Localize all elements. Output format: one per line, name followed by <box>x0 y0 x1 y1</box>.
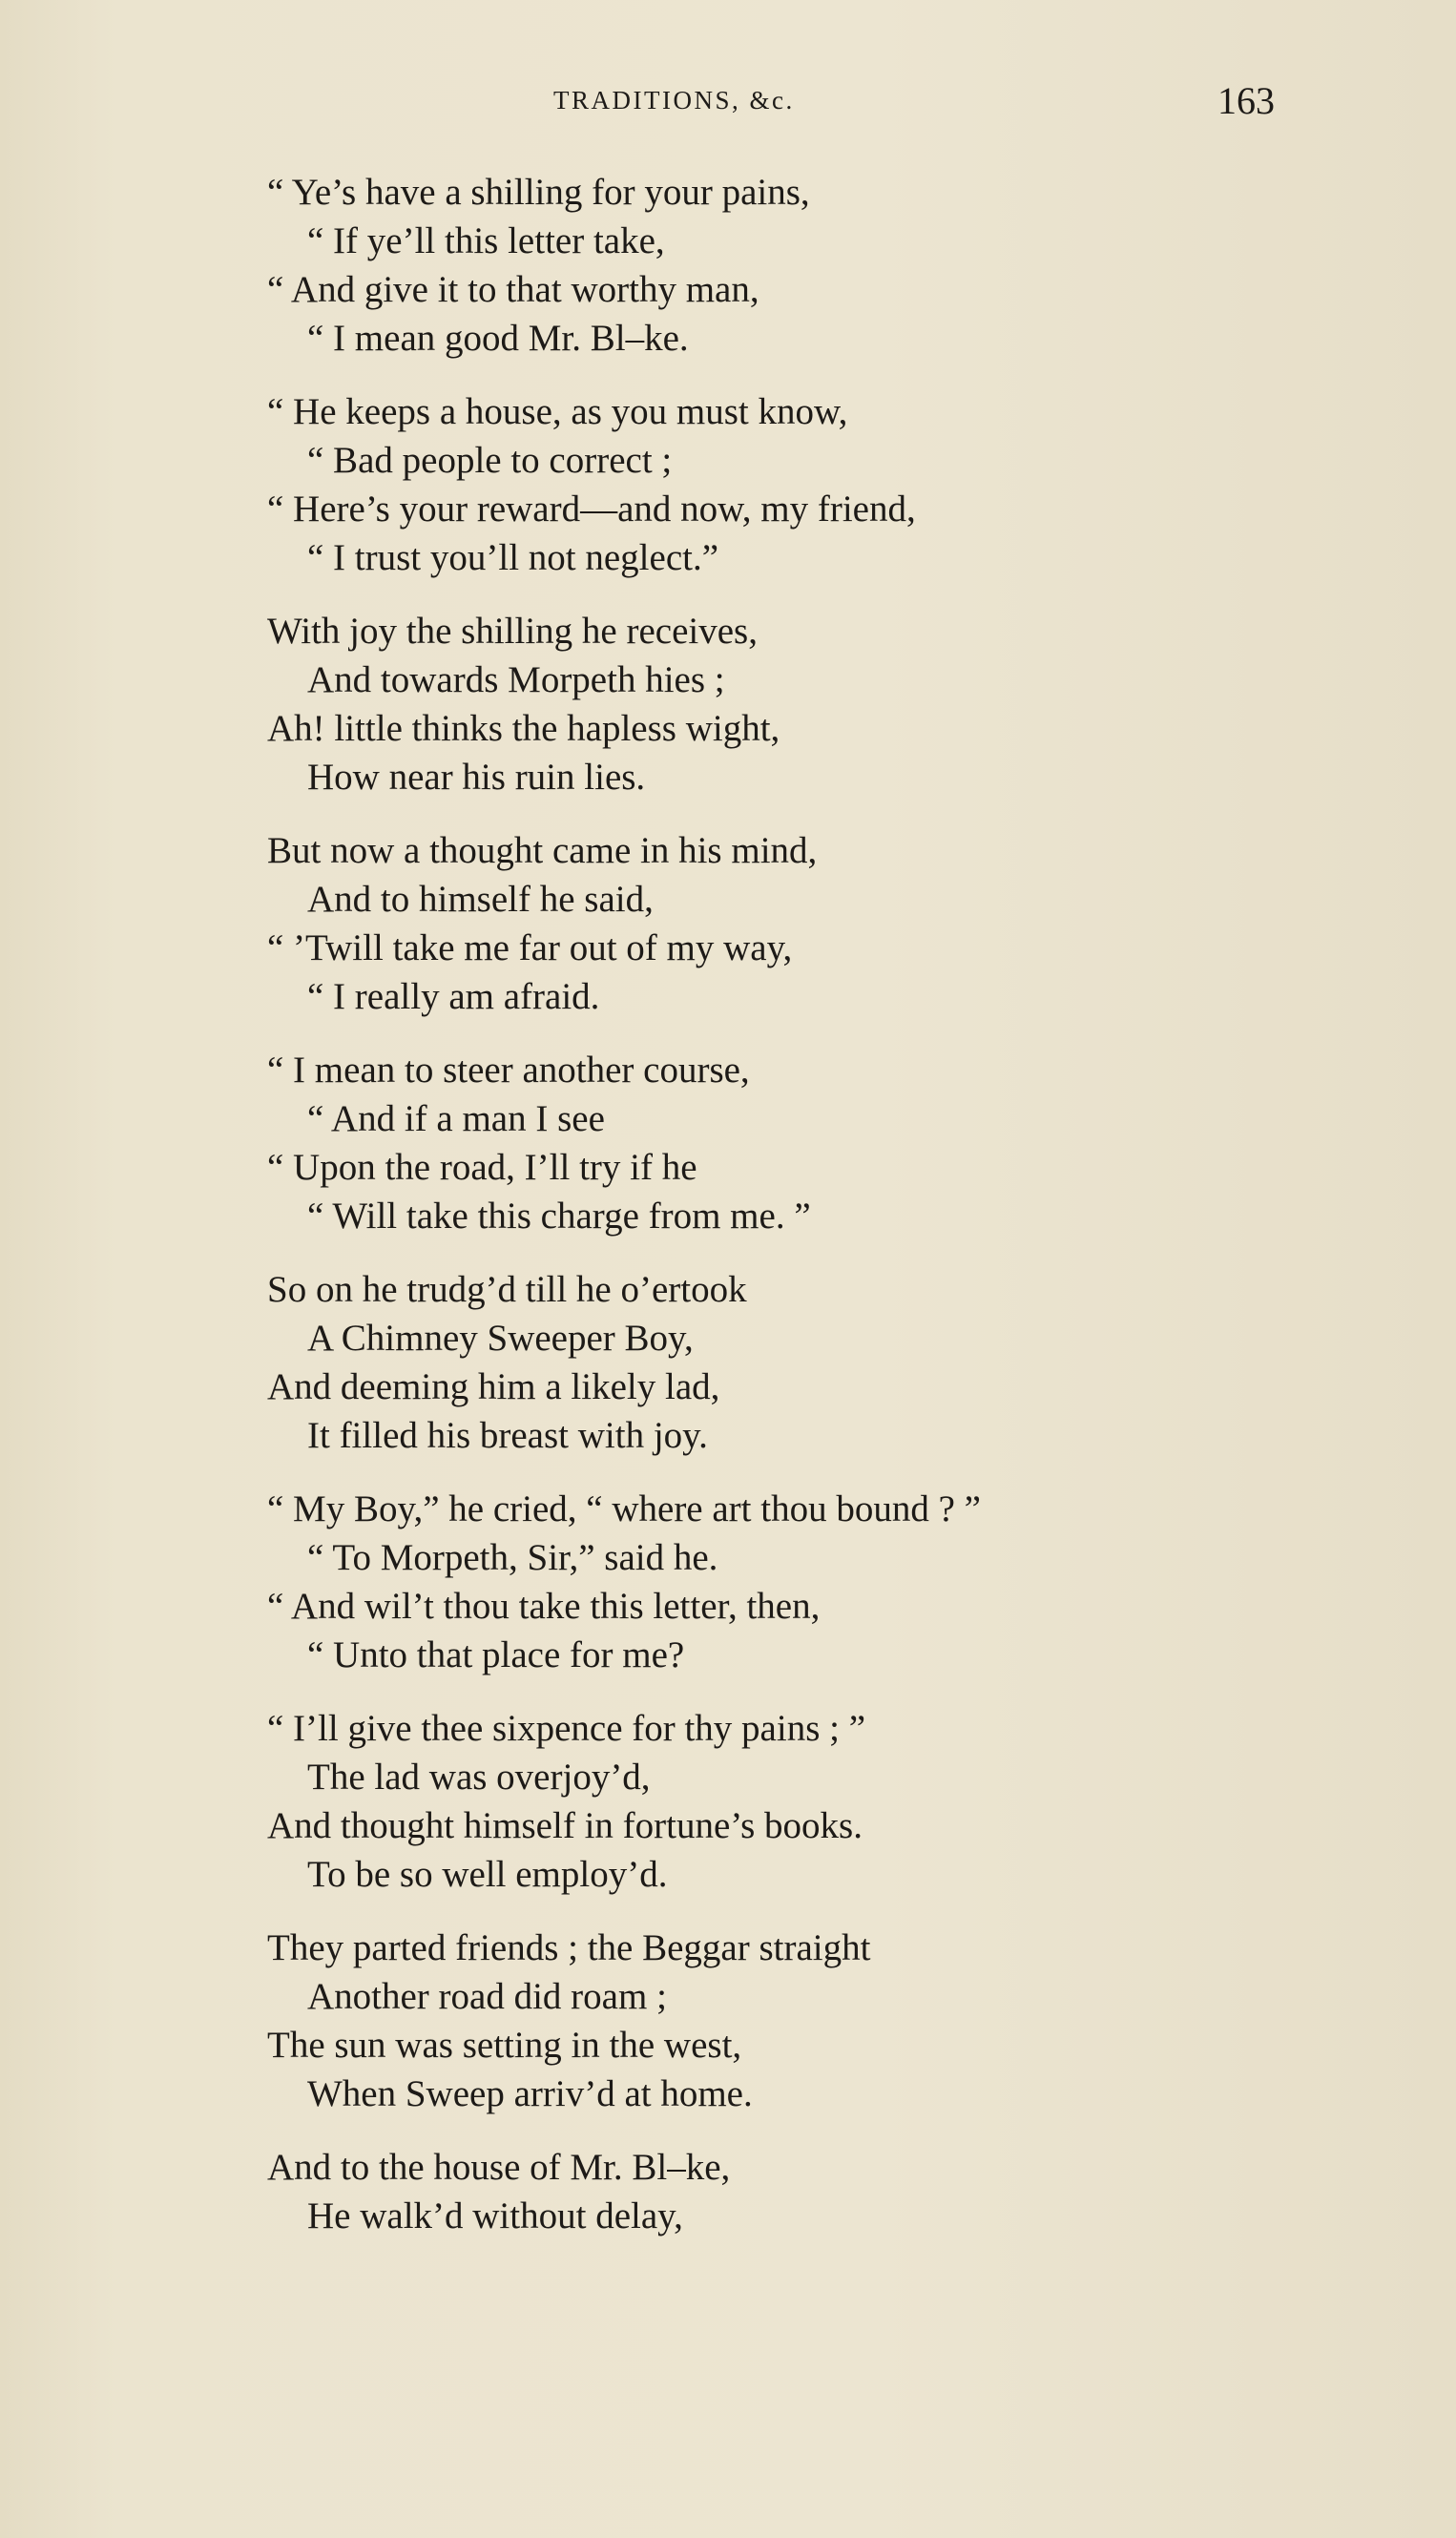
poem-line: “ I trust you’ll not neglect.” <box>307 537 719 578</box>
poem-line: And to the house of Mr. Bl–ke, <box>267 2147 731 2188</box>
poem-line: When Sweep arriv’d at home. <box>307 2073 753 2114</box>
poem-line: He walk’d without delay, <box>307 2195 683 2236</box>
stanza <box>267 607 1393 801</box>
poem-line: “ He keeps a house, as you must know, <box>267 391 848 432</box>
page-number: 163 <box>1217 79 1275 122</box>
poem-line: “ Here’s your reward—and now, my friend, <box>267 489 916 530</box>
poem-line: Another road did roam ; <box>307 1976 667 2017</box>
running-title: TRADITIONS, &c. <box>553 86 795 114</box>
poem-line: “ And give it to that worthy man, <box>267 269 759 310</box>
poem-line: It filled his breast with joy. <box>307 1415 708 1456</box>
poem-line: “ ’Twill take me far out of my way, <box>267 927 793 968</box>
poem-line: “ Bad people to correct ; <box>307 440 673 481</box>
poem-line: “ Unto that place for me? <box>307 1634 685 1675</box>
poem-line: The lad was overjoy’d, <box>307 1757 651 1798</box>
stanza <box>267 1704 1393 1899</box>
poem-line: “ I’ll give thee sixpence for thy pains ; ” <box>267 1708 866 1749</box>
stanza <box>267 2143 1393 2240</box>
poem-line: The sun was setting in the west, <box>267 2025 742 2066</box>
poem-line: “ Upon the road, I’ll try if he <box>267 1147 697 1188</box>
poem-line: “ I mean good Mr. Bl–ke. <box>307 318 689 359</box>
poem-line: To be so well employ’d. <box>307 1854 668 1895</box>
stanza <box>267 1924 1393 2118</box>
poem-line: “ Will take this charge from me. ” <box>307 1196 811 1237</box>
stanza <box>267 826 1393 1021</box>
poem-line: And towards Morpeth hies ; <box>307 659 725 700</box>
poem-line: “ My Boy,” he cried, “ where art thou bound ? ” <box>267 1488 981 1529</box>
poem-line: And to himself he said, <box>307 879 654 920</box>
poem-line: But now a thought came in his mind, <box>267 830 818 871</box>
stanza <box>267 387 1393 582</box>
stanza <box>267 168 1393 363</box>
poem-line: “ If ye’ll this letter take, <box>307 220 665 261</box>
poem-line: They parted friends ; the Beggar straight <box>267 1927 871 1968</box>
stanza <box>267 1485 1393 1679</box>
poem-line: Ah! little thinks the hapless wight, <box>267 708 780 749</box>
running-head <box>0 78 1456 135</box>
poem-line: “ Ye’s have a shilling for your pains, <box>267 172 810 213</box>
poem-line: How near his ruin lies. <box>307 757 646 798</box>
poem-line: “ And if a man I see <box>307 1098 605 1139</box>
poem-body <box>267 168 1393 2265</box>
poem-line: So on he trudg’d till he o’ertook <box>267 1269 747 1310</box>
poem-line: “ I really am afraid. <box>307 976 600 1017</box>
poem-line: A Chimney Sweeper Boy, <box>307 1318 694 1359</box>
stanza <box>267 1265 1393 1460</box>
poem-line: “ To Morpeth, Sir,” said he. <box>307 1537 718 1578</box>
poem-line: With joy the shilling he receives, <box>267 611 758 652</box>
poem-line: “ I mean to steer another course, <box>267 1050 750 1091</box>
poem-line: And thought himself in fortune’s books. <box>267 1805 863 1846</box>
poem-line: “ And wil’t thou take this letter, then, <box>267 1586 821 1627</box>
stanza <box>267 1046 1393 1240</box>
poem-line: And deeming him a likely lad, <box>267 1366 720 1407</box>
